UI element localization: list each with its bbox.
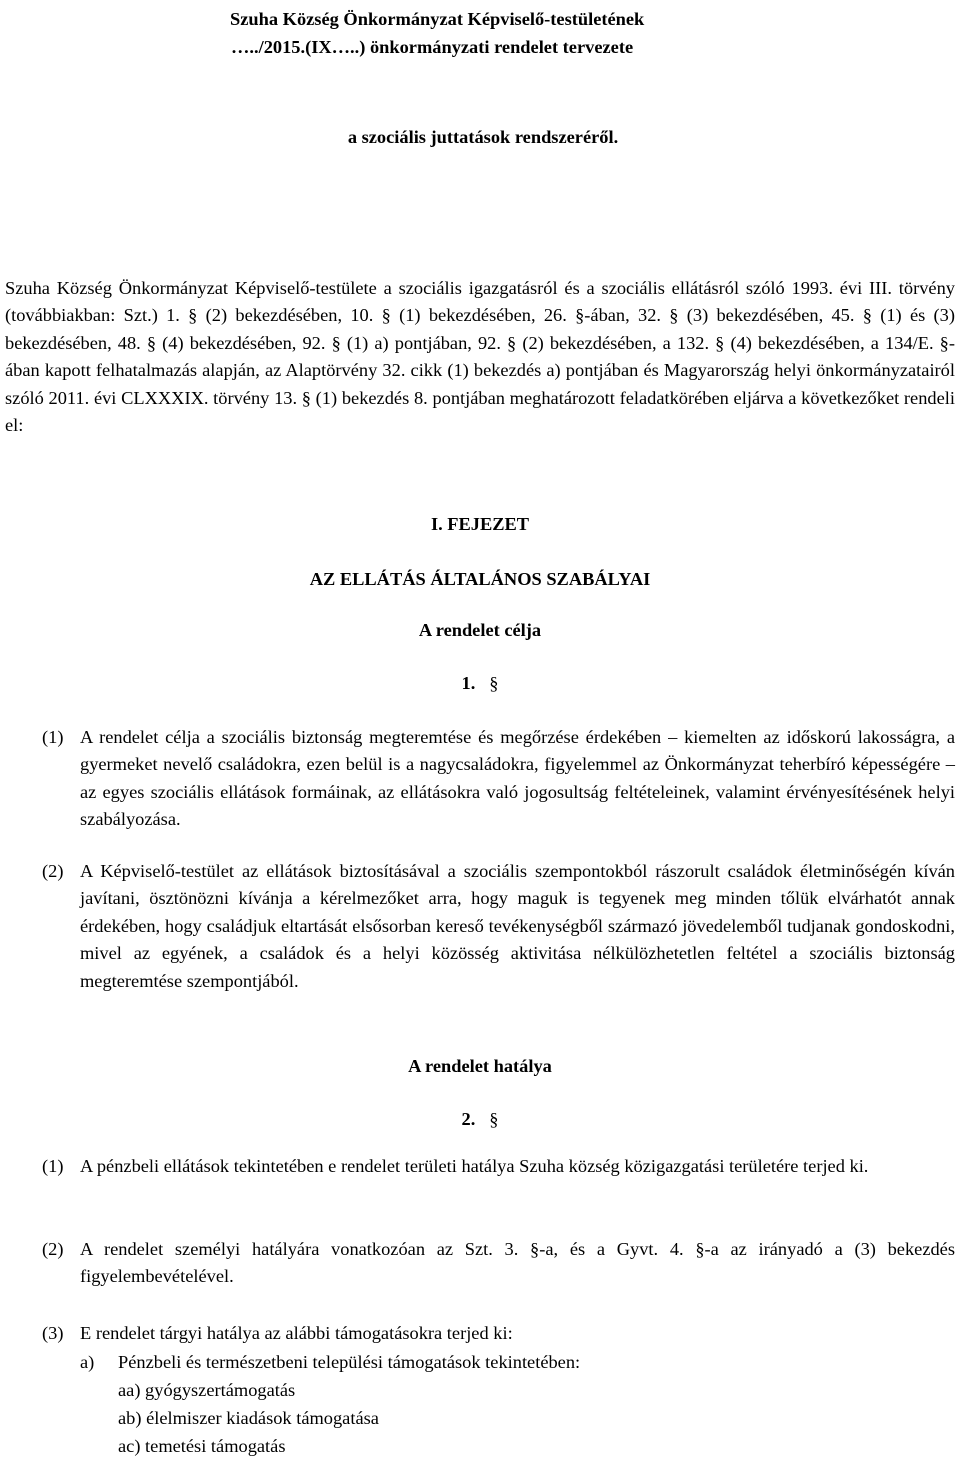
- chapter-title: AZ ELLÁTÁS ÁLTALÁNOS SZABÁLYAI: [309, 569, 651, 589]
- paragraph-number: (2): [42, 1239, 64, 1259]
- paragraph-number: (2): [42, 861, 64, 881]
- preamble-paragraph: Szuha Község Önkormányzat Képviselő-testülete a szociális igazgatásról és a szociális ellátásról szóló 1993. évi III. törvény (továbbiakban: Szt.) 1. § (2) bekezdésében, 10. § (1) bekezdésében, 26. §-ában, 32. § (3) bekezdésében, 45. § (1) és (3) bekezdésében, 48. § (4) bekezdésében, 92. § (1) a) pontjában, 92. § (2) bekezdésében, a 132. § (4) bekezdésében, a 134/E. §-ában kapott felhatalmazás alapján, az Alaptörvény 32. cikk (1) bekezdés a) pontjában és Magyarország helyi önkormányzatairól szóló 2011. évi CLXXXIX. törvény 13. § (1) bekezdés 8. pontjában meghatározott feladatkörében eljárva a következőket rendeli el:: [5, 278, 955, 436]
- paragraph-number: (1): [42, 727, 64, 747]
- section-1-paragraph-2: [42, 858, 955, 995]
- section-2-title: A rendelet hatálya: [408, 1056, 552, 1076]
- list-item-text: Pénzbeli és természetbeni települési támogatások tekintetében:: [118, 1352, 581, 1372]
- section-1-title: A rendelet célja: [418, 620, 542, 640]
- header-line-1: Szuha Község Önkormányzat Képviselő-testületének: [230, 9, 645, 29]
- paragraph-text: A Képviselő-testület az ellátások biztosításával a szociális szempontokból rászorult családok életminőségén kíván javítani, ösztönözni kívánja a kérelmezőket arra, hogy maguk is tegyenek meg minden tőlük elvárhatót annak érdekében, hogy családjuk eltartását elsősorban kereső tevékenységből származó jövedelemből tudjanak gondoskodni, mivel az egyének, a családok és a helyi közösség aktivitása nélkülözhetetlen feltétel a szociális biztonság megteremtése szempontjából.: [80, 861, 955, 991]
- support-types-list: [80, 1348, 940, 1460]
- section-symbol: §: [489, 1109, 499, 1129]
- document-subject: a szociális juttatások rendszeréről.: [347, 127, 619, 147]
- paragraph-number: (3): [42, 1323, 64, 1343]
- paragraph-number: (1): [42, 1156, 64, 1176]
- section-1-number: 1.: [461, 673, 476, 693]
- list-subitem: ac) temetési támogatás: [118, 1436, 286, 1456]
- paragraph-text: A rendelet célja a szociális biztonság megteremtése és megőrzése érdekében ‒ kiemelten az időskorú lakosságra, a gyermeket nevelő családokra, ezen belül is a nagycsaládokra, figyelemmel az Önkormányzat teherbíró képességére ‒ az egyes szociális ellátások formáinak, az ellátásokra való jogosultság feltételeinek, valamint érvényesítésének helyi szabályozása.: [80, 727, 955, 830]
- section-2-paragraph-3: [42, 1320, 955, 1347]
- section-symbol: §: [489, 673, 499, 693]
- list-item-label: a): [80, 1352, 95, 1372]
- document-header: [230, 5, 750, 61]
- section-1-paragraph-1: [42, 724, 955, 834]
- list-subitem: aa) gyógyszertámogatás: [118, 1380, 296, 1400]
- paragraph-text: A pénzbeli ellátások tekintetében e rendelet területi hatálya Szuha község közigazgatási területére terjed ki.: [80, 1156, 869, 1176]
- paragraph-text: A rendelet személyi hatályára vonatkozóan az Szt. 3. §-a, és a Gyvt. 4. §-a az irányadó a (3) bekezdés figyelembevételével.: [80, 1239, 955, 1287]
- section-2-paragraph-1: [42, 1153, 955, 1180]
- section-2-number: 2.: [461, 1109, 476, 1129]
- paragraph-text: E rendelet tárgyi hatálya az alábbi támogatásokra terjed ki:: [80, 1323, 513, 1343]
- section-2-heading: [0, 1106, 960, 1132]
- chapter-number: I. FEJEZET: [430, 514, 530, 534]
- section-2-paragraph-2: [42, 1236, 955, 1291]
- list-subitem: ab) élelmiszer kiadások támogatása: [118, 1408, 379, 1428]
- section-1-heading: [0, 670, 960, 696]
- header-line-2: …../2015.(IX…..) önkormányzati rendelet tervezete: [231, 37, 634, 57]
- list-item-a: [80, 1348, 940, 1376]
